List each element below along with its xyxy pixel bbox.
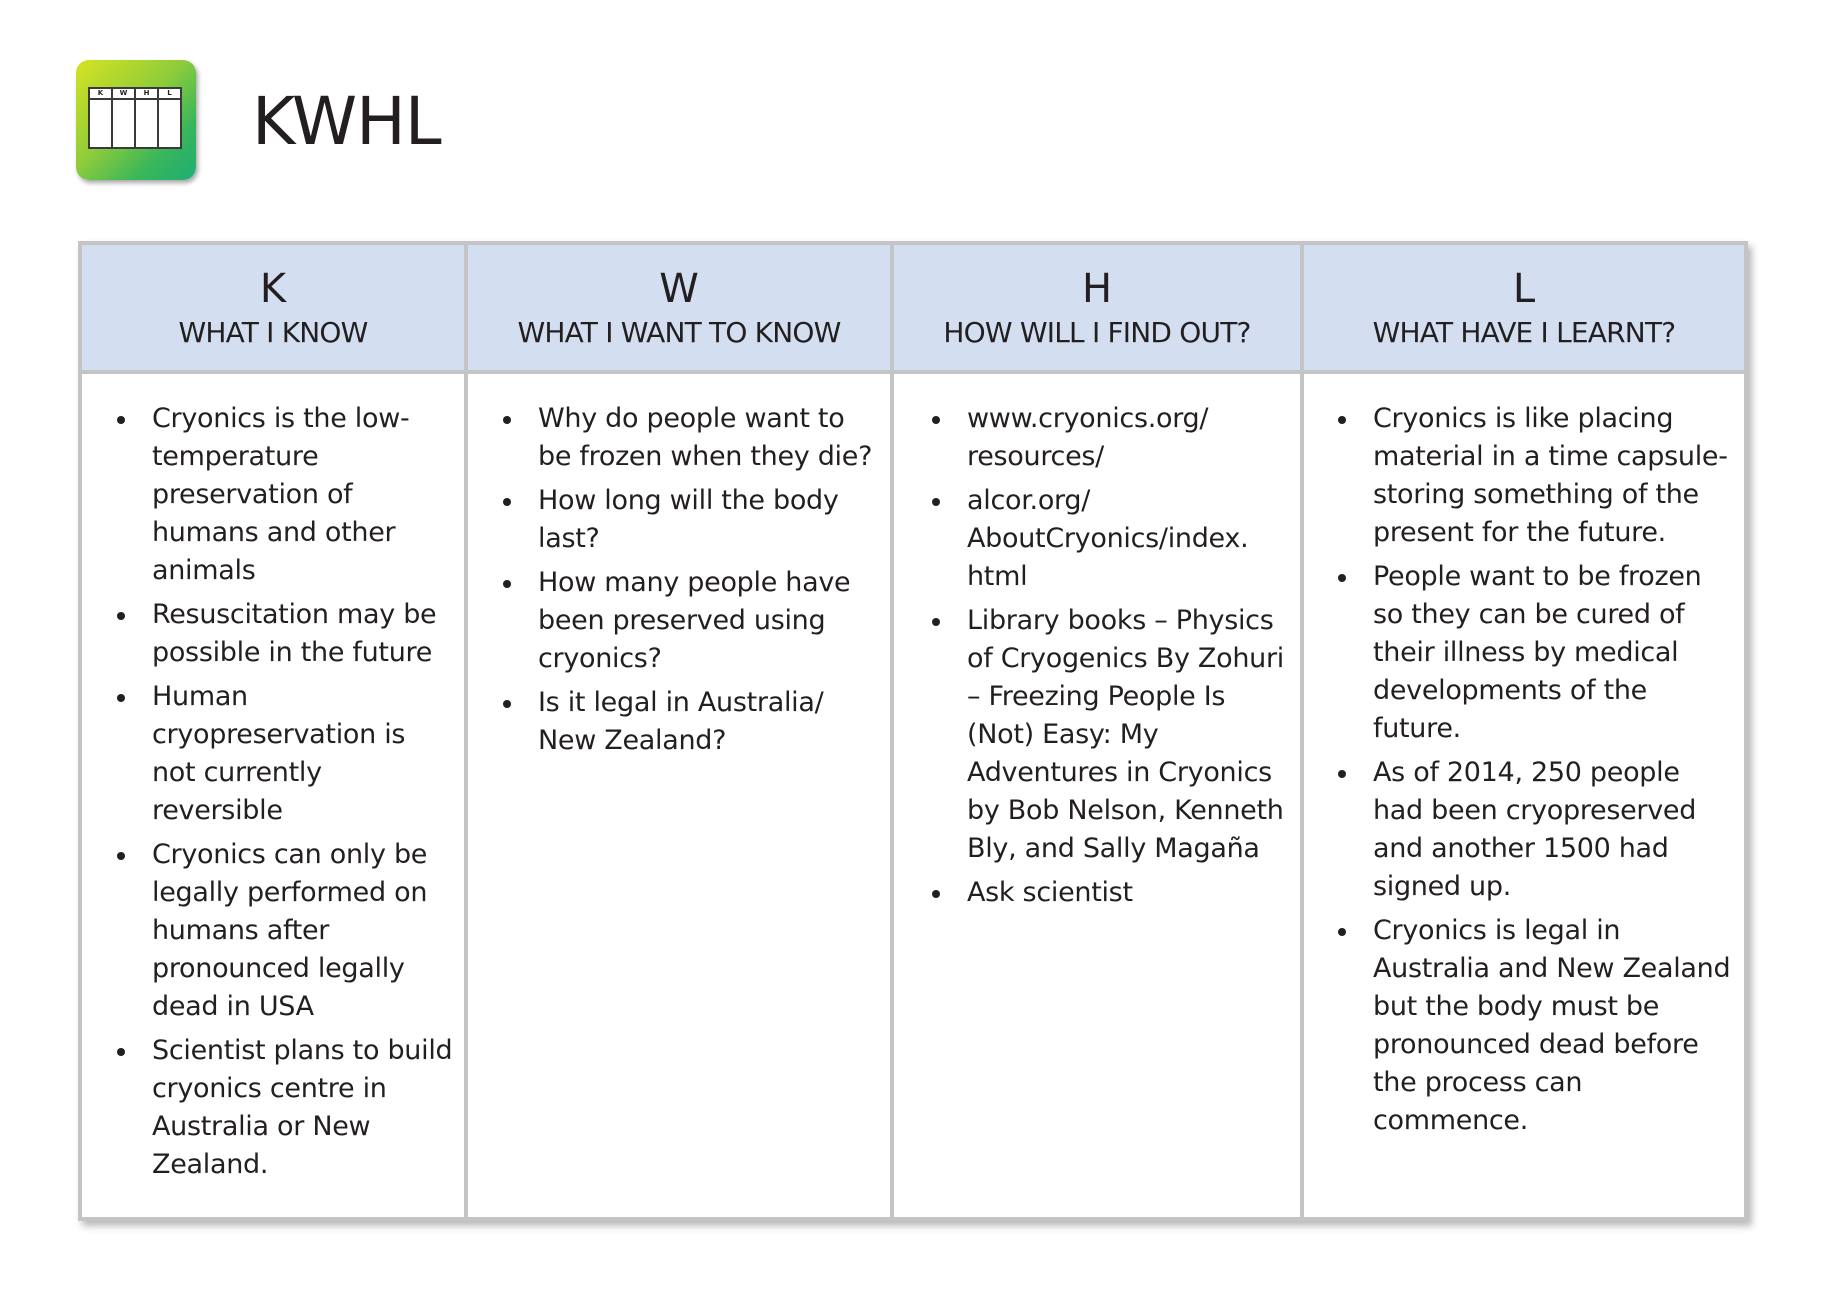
list-item: Resuscitation may be possible in the future: [152, 596, 454, 672]
column-letter: H: [1081, 266, 1113, 312]
list-item: Human cryopreservation is not currently reversible: [152, 678, 454, 830]
bullet-list: [82, 400, 454, 1184]
page-title: KWHL: [252, 83, 441, 160]
column-header: [1304, 245, 1744, 374]
column-heading: WHAT HAVE I LEARNT?: [1372, 316, 1676, 349]
logo-letter: L: [159, 89, 180, 100]
logo-grid: [88, 87, 182, 149]
list-item: How many people have been preserved using cryonics?: [538, 564, 880, 678]
list-item: As of 2014, 250 people had been cryopreserved and another 1500 had signed up.: [1373, 754, 1734, 906]
logo-letter: K: [90, 89, 111, 100]
list-item: www.cryonics.org/ resources/: [967, 400, 1290, 476]
column-body: [468, 374, 890, 1217]
bullet-list: [1304, 400, 1734, 1140]
bullet-list: [468, 400, 880, 760]
bullet-list: [894, 400, 1290, 912]
column-want-to-know: [468, 245, 894, 1217]
list-item: Why do people want to be frozen when they die?: [538, 400, 880, 476]
column-know: [82, 245, 468, 1217]
column-header: [82, 245, 464, 374]
list-item: People want to be frozen so they can be cured of their illness by medical developments of the future.: [1373, 558, 1734, 748]
column-header: [894, 245, 1300, 374]
logo-letter: W: [113, 89, 134, 100]
column-header: [468, 245, 890, 374]
list-item: How long will the body last?: [538, 482, 880, 558]
column-how-find-out: [894, 245, 1304, 1217]
column-body: [894, 374, 1300, 1217]
column-body: [1304, 374, 1744, 1217]
column-letter: K: [259, 266, 287, 312]
list-item: Cryonics can only be legally performed on humans after pronounced legally dead in USA: [152, 836, 454, 1026]
column-heading: WHAT I WANT TO KNOW: [517, 316, 841, 349]
column-heading: WHAT I KNOW: [178, 316, 368, 349]
column-learnt: [1304, 245, 1744, 1217]
kwhl-logo-icon: [76, 60, 196, 180]
list-item: Cryonics is legal in Australia and New Zealand but the body must be pronounced dead before the process can commence.: [1373, 912, 1734, 1140]
logo-letter: H: [136, 89, 157, 100]
kwhl-table: [78, 241, 1748, 1221]
list-item: Cryonics is the low-temperature preservation of humans and other animals: [152, 400, 454, 590]
column-heading: HOW WILL I FIND OUT?: [943, 316, 1251, 349]
list-item: Is it legal in Australia/ New Zealand?: [538, 684, 880, 760]
list-item: Library books – Physics of Cryogenics By Zohuri – Freezing People Is (Not) Easy: My Adventures in Cryonics by Bob Nelson, Kenneth Bly, and Sally Magaña: [967, 602, 1290, 868]
list-item: alcor.org/ AboutCryonics/index. html: [967, 482, 1290, 596]
list-item: Ask scientist: [967, 874, 1290, 912]
column-letter: W: [659, 266, 699, 312]
column-letter: L: [1512, 266, 1536, 312]
list-item: Cryonics is like placing material in a time capsule- storing something of the present for the future.: [1373, 400, 1734, 552]
list-item: Scientist plans to build cryonics centre in Australia or New Zealand.: [152, 1032, 454, 1184]
column-body: [82, 374, 464, 1217]
